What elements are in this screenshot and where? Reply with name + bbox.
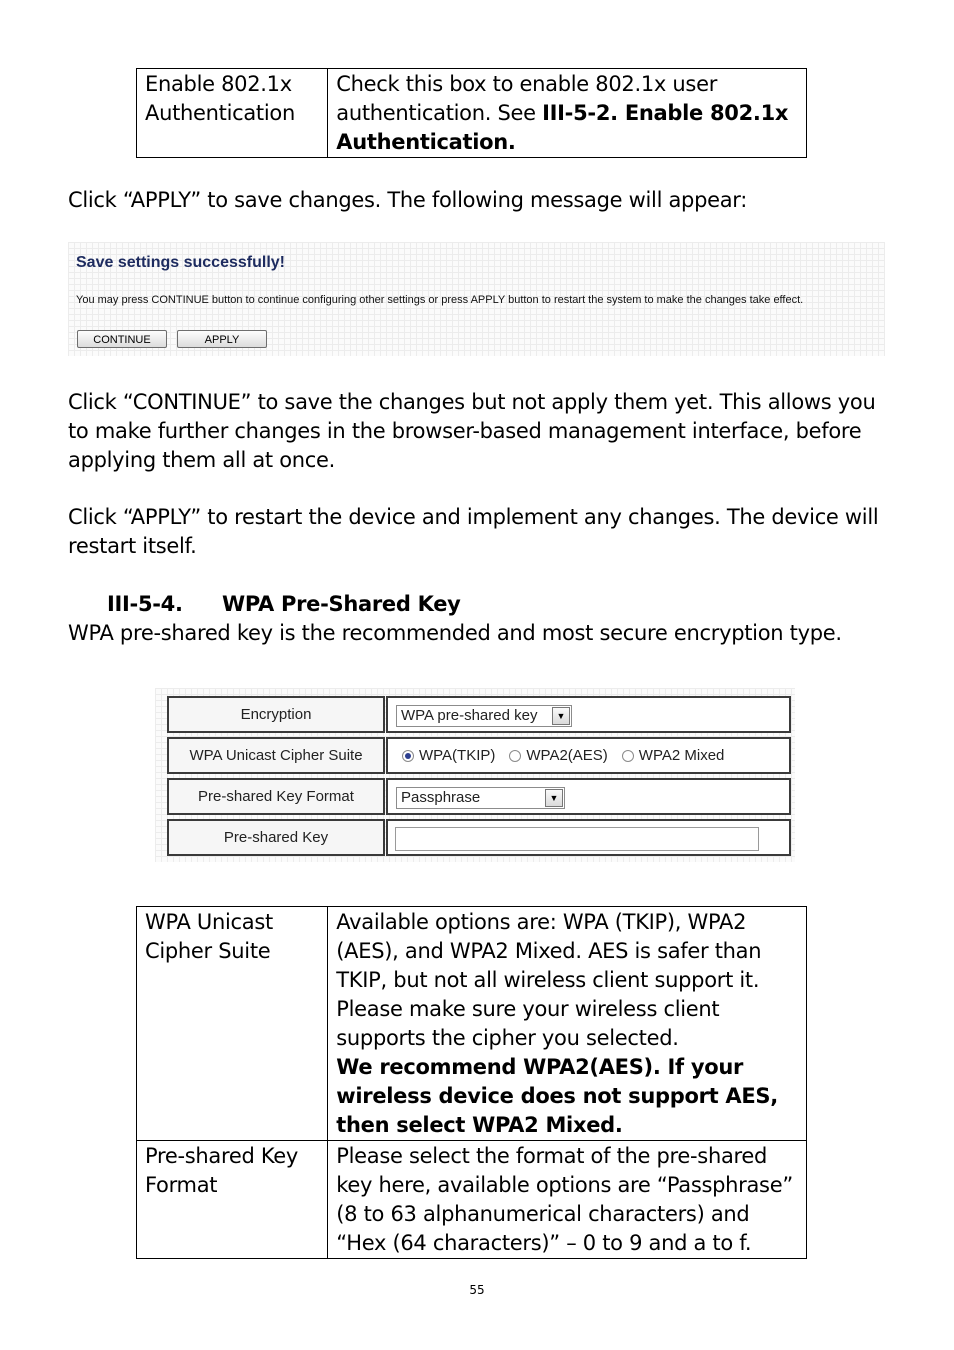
table-row: [137, 907, 807, 1141]
radio-selected-icon[interactable]: [402, 750, 414, 762]
chevron-down-icon[interactable]: ▼: [545, 789, 563, 807]
continue-button[interactable]: CONTINUE: [77, 330, 167, 348]
section-title: WPA Pre-Shared Key: [222, 592, 461, 616]
term-text: Enable 802.1x Authentication: [145, 72, 295, 125]
psk-value-cell: [386, 819, 791, 856]
encryption-select-value: WPA pre-shared key: [401, 707, 538, 724]
table-cell-desc: [328, 69, 807, 158]
save-success-message: You may press CONTINUE button to continue configuring other settings or press APPLY button to restart the system to make the changes take effect.: [76, 294, 804, 306]
desc-text: Please select the format of the pre-shared key here, available options are “Passphrase” (8 to 63 alphanumerical characters) and “Hex (64 characters)” – 0 to 9 and a to f.: [336, 1144, 793, 1255]
psk-label: Pre-shared Key: [167, 819, 385, 856]
term-text: WPA Unicast Cipher Suite: [145, 910, 273, 963]
table-row: [137, 1141, 807, 1259]
page-number: 55: [469, 1283, 485, 1297]
radio-unselected-icon[interactable]: [509, 750, 521, 762]
radio-label: WPA(TKIP): [419, 747, 496, 764]
cipher-suite-label: WPA Unicast Cipher Suite: [167, 737, 385, 774]
section-number: III-5-4.: [107, 592, 183, 616]
apply-button[interactable]: APPLY: [177, 330, 267, 348]
table-cell-term: [137, 1141, 328, 1259]
encryption-value-cell: [386, 696, 791, 733]
wpa-form-screenshot: [155, 688, 795, 862]
key-format-value-cell: [386, 778, 791, 815]
radio-label: WPA2(AES): [526, 747, 608, 764]
desc-bold-ref: III-5-2. Enable 802.1x Authentication.: [336, 101, 789, 154]
key-format-select[interactable]: [396, 787, 565, 809]
section-intro: WPA pre-shared key is the recommended and most secure encryption type.: [68, 621, 842, 645]
radio-label: WPA2 Mixed: [638, 747, 725, 764]
radio-wpa-tkip[interactable]: [402, 747, 495, 764]
table-cell-term: [137, 69, 328, 158]
radio-wpa2-mixed[interactable]: [622, 747, 725, 764]
key-format-select-value: Passphrase: [401, 789, 481, 806]
save-settings-screenshot: [68, 242, 885, 356]
save-success-title: Save settings successfully!: [76, 254, 285, 271]
term-text: Pre-shared Key Format: [145, 1144, 299, 1197]
table-row: [137, 69, 807, 158]
psk-input[interactable]: [395, 827, 759, 851]
table-wpa-options: [136, 906, 807, 1259]
encryption-select[interactable]: [396, 705, 572, 727]
table-802-1x: [136, 68, 807, 158]
key-format-label: Pre-shared Key Format: [167, 778, 385, 815]
paragraph-continue: Click “CONTINUE” to save the changes but not apply them yet. This allows you to make further changes in the browser-based management interface, before applying them all at once.: [68, 390, 876, 472]
desc-text: Available options are: WPA (TKIP), WPA2 (AES), and WPA2 Mixed. AES is safer than TKIP, but not all wireless client support it. Please make sure your wireless client supports the cipher you selected.: [336, 910, 762, 1050]
section-heading: [107, 590, 461, 619]
desc-bold-recommendation: We recommend WPA2(AES). If your wireless device does not support AES, then select WPA2 Mixed.: [336, 1055, 778, 1137]
encryption-label: Encryption: [167, 696, 385, 733]
table-cell-desc: [328, 907, 807, 1141]
table-cell-desc: [328, 1141, 807, 1259]
cipher-radio-group: [402, 739, 738, 772]
desc-text: Check this box to enable 802.1x user authentication. See: [336, 72, 718, 125]
radio-wpa2-aes[interactable]: [509, 747, 607, 764]
table-cell-term: [137, 907, 328, 1141]
paragraph-apply-save: Click “APPLY” to save changes. The following message will appear:: [68, 188, 748, 212]
chevron-down-icon[interactable]: ▼: [552, 707, 570, 725]
radio-unselected-icon[interactable]: [622, 750, 634, 762]
cipher-suite-value-cell: [386, 737, 791, 774]
paragraph-apply-restart: Click “APPLY” to restart the device and implement any changes. The device will restart itself.: [68, 505, 879, 558]
